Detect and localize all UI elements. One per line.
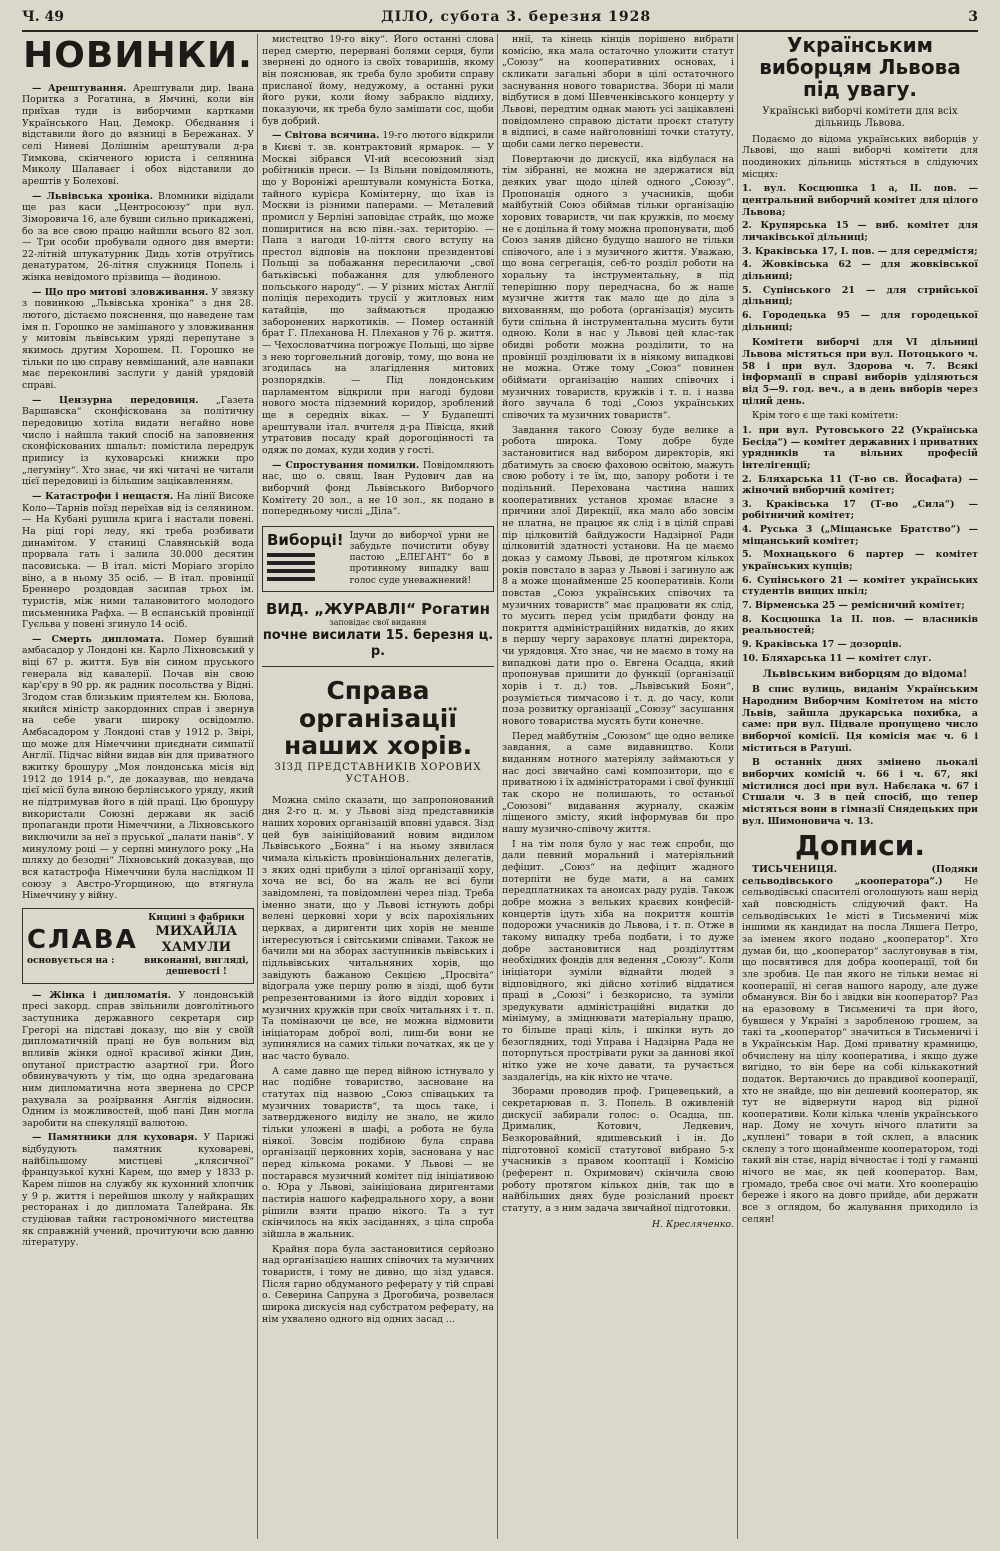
choir-article-title: Справа організації наших хорів.	[283, 676, 473, 761]
masthead-date: ДІЛО, субота 3. березня 1928	[381, 9, 652, 25]
column-2-continuation	[262, 34, 494, 127]
article-paragraph: Зборами проводив проф. Грицевецький, а секретарював п. З. Попель. В оживленій дискусії забирали голос: о. Осадца, пп. Дрималик, Котович, Ледкевич, Безкоровайний, ядишевський і ін. До підготовної комісії статутової вибрано 5-х учасників з правом кооптації і Комісію (референт п. Охримович) скінчила свою роботу протягом кількох днів, так що в найбільших днях буде розісланий проєкт статуту, а з ним задача звичайної підготовки.	[502, 1086, 734, 1214]
committee-list-item: 2. Крупярська 15 — виб. комітет для личаківської дільниці;	[742, 220, 978, 244]
slava-ad	[22, 908, 254, 984]
news-item-text: „Газета Варшавска“ сконфіскована за політичну передовицю хотіла видати негайно нове число і найшла такий спосіб на заповнення сконфіскованих шпальт: помістила передрук припису із куховарські книжки про „легуміну“. Хто знає, чи якi читачі не читали цієї передовиці із більшим зацікавленням.	[22, 394, 254, 488]
news-item-text: У Парижі відбудують памятник куховареві, найбільшому мистцеві „клясичної“ французької кухні Карем, що вмер у 1833 р. Карем пішов на службу як кухонний хлопчик у 9 р. життя і перейшов школу у найкращих ресторанах і до дипломата Талейрана. Як студіював тайни гастрономічного мистецтва як справжній учений, прочитуючи всю давню літературу.	[22, 1132, 254, 1249]
committee-list-item: 4. Жовківська 62 — для жовківської дільниці;	[742, 259, 978, 282]
committee-list-item: 2. Бляхарська 11 (Т-во св. Йосафата) — жіночий виборчий комітет;	[742, 473, 978, 497]
dopysy-place: ТИСЬЧЕНИЦЯ. (Подяки сельводівського „кооператора“.)	[742, 864, 978, 887]
column-divider-3	[737, 34, 738, 1539]
zhuravli-sub: заповідає свої видання	[329, 618, 427, 628]
committee-list-item: 1. при вул. Рутовського 22 (Українська Бесіда“) — комітет державних і приватних урядників та вільних професій інтелігенції;	[742, 424, 978, 471]
more-committees-label: Крім того є ще такі комітети:	[752, 410, 899, 422]
news-item-text: У звязку з повинкою „Львівська хроніка“ з дня 28. лютого, дістаємо пояснення, що наведене там імя п. Горошко не замішаного у зловживання у митовім львівським уряді перепутане з якимось другим Хорошем. П. Горошко не тільки по цю справу невмішаний, але навпаки має переконливі заслуги у даній урядовій справі.	[22, 286, 254, 392]
news-item-text: Арештували дир. Івана Поритка з Рогатина, в Ямчині, коли він приїхав туди із виборчими картками Українського Нац. Демокр. Обєднання і відставили його до вязниці в Бережанах. У селі Ниневі Долішнім арештували д-ра Тимкова, скінченого юриста і селянина Миколу Шалаваєг і обох відставили до арештів у Болехові.	[22, 82, 254, 187]
news-item-title: — Памятники для куховаря.	[32, 1132, 198, 1144]
news-item	[262, 130, 494, 456]
choir-article-subtitle: ЗІЗД ПРЕДСТАВНИКІВ ХОРОВИХ УСТАНОВ.	[274, 761, 482, 786]
committee-list-item: 4. Руська 3 („Міщанське Братство“) — міщанський комітет;	[742, 524, 978, 547]
news-items-2	[22, 990, 254, 1249]
news-item	[22, 990, 254, 1130]
article-paragraph: Можна сміло сказати, що запропонований дня 2-го ц. м. у Львові зізд представників наших хорових організацій вповні удався. Зізд цей був заініційований новим видилом Львівського „Бояна“ і на ньому зявилася чимала кількість провінціональних делегатів, з яких одні прибули з цілої організації хору, хоча не всі, бо на жаль не всі були завідомлені, та повідомлені через пізд. Треба іменно знати, що у Львові істнують добрі велені церковні хори у всіх парохіяльних церквах, а диригенти цих хорів не менше інтересуються і світськими співами. Також не бачили ми на зборах заступників львівських і підльвівських читальняних хорів, що завідують бажаною Секцією „Просвіта“ відограла уже першу ролю в зізді, щоб бути репрезентованими із його відділ хорових і музичних кружків при своїх читальнях і т. п. Та помінаючи це все, не можна відмовити ініціаторам доброї волі, лиш-би вони не зупинялися на самих тільки початках, як це у нас часто бувало.	[262, 794, 494, 1063]
news-item-title: — Що про митові зловживання.	[32, 286, 209, 298]
news-item-text: Помер бувший амбасадор у Лондоні кн. Карло Ліхновський у віці 67 р. життя. Був він сином пруського генерала від кавалерії. Почав він свою кар'єру в 90 рр. як радник посольства у Відні. Згодом став близьким приятелем кн. Бюлова, якийся міністр закордонних справ і звернув на себе уваги широку освідомлю. Амбасадором у Лондоні став у 1912 р. Звірі, що може для Німеччини приєднати симпатії Англії. Підчас війни видав він для приватного вжитку брошуру „Моя лондонська місія від 1912 до 1914 р.“, де доказував, що невдача цієї місії була виною берлінського уряду, який не підтримував його в цій праці. Цю брошуру використали Союзні держави як засіб пропаганди проти Німеччини, а Ліхновського виключили за неї з пруської „палати панів“. У минулому році — у серпні минулого року „На шляху до безодні“ Ліхновський доказував, що вся катастрофа Німеччини була наслідком II союзу з Австро-Угорщиною, що втягнула Німеччину у війну.	[22, 633, 254, 902]
news-item	[22, 634, 254, 902]
column-2	[262, 34, 494, 1544]
committee-list-item: 7. Вірменська 25 — ремісничий комітет;	[742, 600, 965, 612]
column-3-body	[502, 34, 734, 1215]
voters-notice-sub: Українські виборчі комітети для всіх дільниць Львова.	[762, 106, 958, 130]
article-paragraph: Перед майбутнім „Союзом“ ще одно велике завдання, а саме видавництво. Коли виданням нотного матеріялу займаються у нас досі звичайно самі композитори, що є приватною і їх адміністраторами і свої функції так скоро не полишають, то останьої „Союзові“ видавання журналу, скажім ліщеного змісту, який інформував би про нашу музично-співочу життя.	[502, 730, 734, 835]
news-item	[22, 191, 254, 284]
voters-notice-intro: Подаємо до відома українських виборців у Львові, що наші виборчі комітети для поодиноких дільниць містяться в слідуючих місцях:	[742, 133, 978, 180]
zhuravli-title: ВИД. „ЖУРАВЛІ“ Рогатин	[265, 599, 491, 618]
committee-list-item: 6. Супінського 21 — комітет українських студентів вищих шкіл;	[742, 574, 978, 598]
committee-list-item: 3. Краківська 17, I. пов. — для середмістя;	[742, 245, 978, 257]
article-paragraph: Завдання такого Союзу буде велике а робота широка. Тому добре буде застановитися над вибором директорів, які дбатимуть за своєю фаховою освітою, мажуть свою роботу і те їм, що, запору роботи і те подільний. Перехована частина наших кооперативних установ хромає власне з причини злої Дирекції, яка мало або зовсім не платна, не працює як слід і в цілій справі пір цілковитій байдужости Надзірної Ради цілковитій здатності установи. На це маємо доказ у самому Львові, де протягом кількох років повстало в зараз у Львові і загинуло аж 8 а може щонайменше 25 кооперативів. Коли повстав „Союз українських співочих та музичних товариств“ має працювати як слід, то мусить перед усім придбати фонду на покриття адміністраційних видатків, до яких в першу чергу зараховує платні директора, чи урядовця. Хто знає, чи не маємо в тому на випадкові дати про о. Евгена Осадца, який пропонував пришити до функції (організації хорів і т. д.) тов. „Львівський Боян“, розуміється тимчасово і т. д. до часу, коли поза розвитку організації „Союзу“ засушання нового товариства мусять бути конечне.	[502, 424, 734, 728]
news-item	[22, 83, 254, 188]
column-4	[742, 34, 978, 1544]
news-item-title: — Смерть дипломата.	[32, 633, 165, 645]
article-paragraph: Повертаючи до дискусії, яка відбулася на тім зібранні, не можна не здержатися від деяких уваг щодо цілей одного „Союзу“. Пропонація одного з учасників, щоби майбутній Союз обіймав тільки організацію хорових товариств, чи пак кружків, по моєму не є доцільна й тому можна пропонувати, щоб Союз заняв дійсно будущо нашого не тільки співочого, але і з музичного життя. Уважаю, що вона сегрегація, себ-то розділ роботи на хоральну та інструментальну, в під теперішню пору передчасна, бо ж наше музичне життя так мало ще до діла з вихованням, що робота (організація) мусить бути спільна й інструментальна мусить бути одною. Коли в нас у Львові цей клас-так обидві роботи можна розділити, то на провінції розділювати іх в ніякому випадкові не можна. Отже тому „Союз“ повинен обіймати організацію наших співочих і музичних товариств, кружків і т. п. і назва його звучала б тоді „Союз українських співочих та музичних товариств“.	[502, 153, 734, 421]
news-item-text: У лондонській пресі закорд. справ звільнили довголітнього заступника державного секретаря сир Грегорі на підставі доказу, що він у своїй дипломатичній праці не був вольним від впливів жінки одної красивої жінки Дин, опутаної пристрастю азартної гри. Його обвинувачують у тім, що одна зредагована ним дипломатична нота звернена до СРСР рахувала за розірвання Англія відносин. Одним із можливостей, щоб пані Дин могла заробити на спекуляції валютою.	[22, 989, 254, 1129]
news-item-text: Повідомляють нас, що о. свящ. Іван Рудович дав на виборчий фонд Львівського Виборчого Комітету 20 зол., а не 10 зол., як подано в попередньому числі „Діла“.	[262, 459, 494, 518]
stripes-decoration	[267, 553, 315, 581]
column-divider-2	[497, 34, 498, 1539]
choir-article-body	[262, 795, 494, 1326]
news-item-text: 19-го лютого відкрили в Києві т. зв. контрактовий ярмарок. — У Москві зібрався VI-ий всесоюзний зізд робітників преси. — Із Вільни повідомляють, що у Вороніжі арештували комуніста Ботка, тайного курієра Комінтерну, що їхав із Москви із різними паперами. — Металевий промисл у Берліні заповідає страйк, що може поширитися на всю півн.-зах. територію. — Папа з нагоди 10-ліття свого вступу на престол відповів на поклони президентові Польщі за побажання пересилаючи „свої батьківські побажання для улюбленого польського народу“. — У різних містах Англії поліція переходить трусії у житловых ним катайців, що займаються продажю заборонених наркотиків. — Помер останній брат Г. Плеханова Н. Плеханов у 76 р. життя. — Чехословатчина погрожує Польщі, що зірве з нею торговельний договір, тому, що вона не згодилась на злагідлення митових розпорядків. — Під лондонським парламентом відкрили при нагоді будови нового моста підземний коридор, зроблений ще в середніх віках. — У Будапешті арештували італ. вчителя д-ра Півісца, який утратовив посаду край дорогоцінності та одяж по домах, куди ходив у гості.	[262, 130, 494, 456]
news-item	[22, 287, 254, 392]
news-item	[22, 395, 254, 488]
news-item	[262, 460, 494, 518]
closing-notice: Львівським виборцям до відома!	[762, 668, 968, 681]
news-items	[22, 83, 254, 902]
news-item-text: На лінії Високе Коло—Тарнів поїзд переїхав від із селянином. — На Кубані рушила крига і настали повені. На ріці горі леду, які треба розбивати динамітом. У станиці Славянській вода прорвала гать і залила 30.000 десятин пасовиська. — В італ. місті Моріаго згоріло віно, а в ньому 35 осіб. — В італ. провінції Бреннеро роздовдав засипав трьох ім. туристів, між ними талановитого молодого письменника Рафха. — В еспанській провінції Гуєльва у повені згинуло 14 осіб.	[22, 490, 254, 631]
column-1	[22, 34, 254, 1544]
district-vi-paragraph: Комітети виборчі для VI дільниці Львова містяться при вул. Потоцького ч. 58 і при вул. Здорова ч. 7. Всякі інформації в справі виборів уділяються від 5—9. год. веч., а в день виборів через цілий день.	[742, 337, 978, 407]
committee-list-item: 1. вул. Косцюшка 1 а, II. пов. — центральний виборчий комітет для цілого Львова;	[742, 183, 978, 218]
slava-line3: виконанні, вигляді, дешевості !	[144, 956, 249, 978]
committee-list-item: 5. Мохнацького 6 партер — комітет українських купців;	[742, 549, 978, 573]
news-item-title: — Цензурна передовиця.	[32, 394, 199, 406]
closing-paragraph-1: В спис вулиць, виданім Українським Народним Виборчим Комітетом на місто Львів, зайшла друкарська похибка, а саме: при вул. Підвале пропущено число виборчої комісії. Ця комісія має ч. 6 і міститься в Ратуші.	[742, 684, 978, 754]
news-item	[22, 491, 254, 631]
article-signature: Н. Кресляченко.	[651, 1218, 734, 1230]
column-2-items	[262, 130, 494, 518]
voters-notice-title: Українським виборцям Львова під увагу.	[759, 34, 961, 101]
article-paragraph: Крайня пора була застановитися серйозно над організацією наших співочих та музичних товариств, і тому не дивно, що зізд удався. Після гарно обдуманого реферату у тій справі о. Северина Сапруна з Дрогобича, розвелася широка дискусія над субстратом реферату, на нім ухвалено одного від одних засад ...	[262, 1243, 494, 1325]
paragraph: мистецтво 19-го віку“. Його останні слова перед смертю, перервані болями серця, були звернені до одного із своїх товаришів, якому він пояснював, як треба було зробити справу присланої йому, недужому, а останні руки його руки, коли йому забракло віддиху, показуючи, як треба було замішати сос, щоби був добрий.	[262, 34, 494, 127]
issue-number: Ч. 49	[22, 9, 65, 25]
news-item	[22, 1132, 254, 1249]
news-item-title: — Арештування.	[32, 82, 127, 94]
slava-line1: Кицині з фабрики	[148, 912, 245, 923]
page-number: 3	[968, 9, 978, 25]
news-item-title: — Катастрофи і нещастя.	[32, 490, 174, 502]
committee-list-item: 10. Бляхарська 11 — комітет слуг.	[742, 652, 932, 664]
committee-list-item: 8. Косцюшка 1а II. пов. — власників реальностей;	[742, 613, 978, 637]
dopysy-heading: Дописи.	[795, 829, 925, 863]
committee-list-item: 3. Краківська 17 (Т-во „Сила“) — робітничий комітет;	[742, 498, 978, 522]
news-item-text: Вломники відідали ще раз каси „Центросоюзу“ при вул. Зіморовича 16, але бувши сильно прикаджені, бо за все свою працю найшли всього 82 зол. — Три особи пробували одного дня вмерти: 22-літній штукатурник Дидь хотів отруїтись денатуратом, 26-літня служниця Попель і жінка невідомого прізвища — йодиною.	[22, 190, 254, 284]
slava-line2: МИХАЙЛА ХАМУЛИ	[155, 924, 238, 956]
closing-paragraph-2: В останніх днях змінено льокалі виборчих комісій ч. 66 і ч. 67, які містилися досі при вул. Набєлака ч. 67 і Стшали ч. 3 в цей спосіб, що тепер містяться вони в гімназії Снядецьких при вул. Шимоновича ч. 13.	[742, 757, 978, 827]
dopysy-text: Не сельводівські спасителі оголошують наш нерід хай повсюдність слідуючий факт. На сельводівських 1е місті в Тисьменичі між іншими як кандидат на посла Ляшега Петро, за іменем якого подано „кооператор“. Хто думав би, що „кооператор“ заслуговував в тім, що посвятився для добра кооперації, той би зле зробив. Це пан якого не тільки немає ні кооперації, ні сегав нашого народу, але дуже обманувся. Він бо і звідки він кооператор? Раз на еразовому в Тисьменичі та при його, бувшеся у Україні з заробленою грошем, за такі та „кооператор“ значиться в Тисьменичі і в Українськім Нар. Домі приватну крамницю, обчислену на цілу кооператива, і якщо дуже вигідно, то він бере на собі кількакотний податок. Вертаючись до правдивої кооперації, хто не знайде, що він дешевий кооператор, як тут не відвернути народ від рідної кооперативи. Коли кілька членів українського нар. Дому не хочуть нічого платити за „куплені“ товари в той склеп, а власник склепу з того щонайменше кооператором, тоді такий він стає, нарід вічностає і тоді у гаманці нічого не має, як цей кооператор. Вам, громадо, треба своє очі мати. Хто кооперацію береже і якого на довго прийде, аби держати все з оглядом, бо жалування приходило із селян!	[742, 875, 978, 1225]
vybortsi-label: Виборці!	[267, 530, 344, 549]
committee-list-item: 9. Краківська 17 — дозорців.	[742, 639, 902, 651]
zhuravli-ad	[262, 600, 494, 668]
news-item-title: — Спростування помилки.	[272, 459, 420, 471]
article-paragraph: А саме давно ще перед війною істнувало у нас подібне товариство, засноване на статутах під назвою „Союз співацьких та музичних товариств“, та щось таке, і затвердженого виділу не знало, не жило тільки уложені в шафі, а робота не була ніякої. Зовсім подібною була справа організації церковних хорів, заснована у нас перед кількома роками. У Львові — не постарався музичний комітет під ініціативою о. Юра у Львові, заініціована диригентами пастирів нашого кафедрального хору, а вони рішили взяти працю нікого. Та з тут скінчилось на якіх засіданнях, з ціла спроба зійшла в жальник.	[262, 1065, 494, 1240]
news-item-title: — Львівська хроніка.	[32, 190, 154, 202]
news-item-title: — Світова всячина.	[272, 130, 380, 142]
vybortsi-text: Ідучи до виборчої урни не забудьте почистити обуву пастою „ЕЛЕГАНТ“ бо в противному випадку ваш голос суде уневажнений!	[349, 530, 489, 586]
committee-list-1	[742, 183, 978, 333]
column-divider-1	[257, 34, 258, 1539]
article-paragraph: ннії, та кінець кінців порішено вибрати комісію, яка мала остаточно уложити статут „Союзу“ на кооперативних основах, і скликати загальні збори в цілі остаточного заснування нового товариства. Збори ці мали відбутися в домі Шевченківського концерту у Львові, передтим однак мають усі зацікавлені повідомлено справою дістати проєкт статуту в відписі, в саме найголовніші точки статуту, щоби сами легко перевести.	[502, 34, 734, 150]
slava-word: СЛАВА	[27, 925, 138, 956]
column-3	[502, 34, 734, 1544]
news-item-title: — Жінка і дипломатія.	[32, 989, 171, 1001]
slava-based: основується на :	[27, 956, 115, 967]
zhuravli-date: почне висилати 15. березня ц. р.	[262, 628, 494, 660]
committee-list-2	[742, 425, 978, 664]
committee-list-item: 5. Супінського 21 — для стрийської дільниці;	[742, 284, 978, 308]
news-heading: НОВИНКИ.	[23, 35, 253, 76]
vybortsi-ad	[262, 526, 494, 592]
article-paragraph: І на тім поля було у нас теж спроби, що дали певний моральний і матеріяльний дефіцит. „Союз“ на дефіцит жадного потерпіти не буде мати, а на самих передплатниках та аноисах раду рудів. Також добре можна з вельких краєвих конфесій-концертів ідуть хіба на покриття коштів подорожи учасників до Львова, і т. п. Отже в такому випадку треба подбати, і то дуже добре застановитися над розділуттям необхідних фондів для ведення „Союзу“. Коли ініціатори зуміли віднайти людей з відповідного, які дійсно хотілиб віддатися праці в „Союзі“ і безкорисно, та зуміли зредукувати адміністраційні видатки до мінімуму, а зміцнювати матеріальну працю, то більше праці кіль, і шкілки нуть до безоглядних, тоді Управа і Надзірна Рада не поторпуться прострівати руки за даннові якої нітко уже не хоче давати, та ручається заздалегідь, на кік ніхто не чтаче.	[502, 838, 734, 1083]
masthead	[22, 4, 978, 32]
committee-list-item: 6. Городецька 95 — для городецької дільниці;	[742, 309, 978, 333]
